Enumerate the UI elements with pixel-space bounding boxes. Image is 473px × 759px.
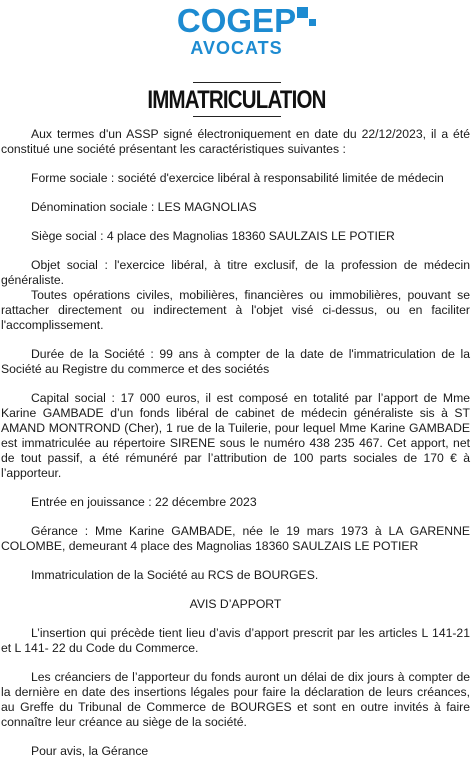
logo-wordmark bbox=[177, 4, 296, 38]
title-rule-top bbox=[193, 82, 281, 83]
document-title: IMMATRICULATION bbox=[147, 86, 326, 114]
logo-subtitle: AVOCATS bbox=[190, 38, 283, 58]
avis-apport-heading: AVIS D’APPORT bbox=[189, 597, 282, 611]
rcs-paragraph: Immatriculation de la Société au RCS de BOURGES. bbox=[31, 568, 319, 582]
jouissance-paragraph: Entrée en jouissance : 22 décembre 2023 bbox=[31, 495, 257, 509]
siege-paragraph: Siège social : 4 place des Magnolias 18360 SAULZAIS LE POTIER bbox=[31, 229, 395, 243]
capital-paragraph: Capital social : 17 000 euros, il est composé en totalité par l’apport de Mme Karine GAMBADE d’un fonds libéral de cabinet de médecin généraliste sis à ST AMAND MONTROND (Cher), 1 rue de la Tuilerie, pour lequel Mme Karine GAMBADE est immatriculée au répertoire SIRENE sous le numéro 438 235 467. Cet apport, net de tout passif, a été rémunéré par l’attribution de 100 parts sociales de 170 € à l’apporteur. bbox=[1, 391, 470, 480]
objet-paragraph: Objet social : l'exercice libéral, à titre exclusif, de la profession de médecin généraliste. bbox=[1, 258, 470, 287]
insertion-paragraph: L’insertion qui précède tient lieu d’avis d’apport prescrit par les articles L 141-21 et L 141- 22 du Code du Commerce. bbox=[1, 626, 470, 655]
logo-squares-icon bbox=[297, 7, 317, 27]
title-rule-bottom bbox=[193, 116, 281, 117]
operations-paragraph: Toutes opérations civiles, mobilières, financières ou immobilières, pouvant se rattacher directement ou indirectement à l'objet visé ci-dessus, ou en faciliter l'accomplissement. bbox=[1, 288, 470, 332]
denomination-paragraph: Dénomination sociale : LES MAGNOLIAS bbox=[31, 200, 257, 214]
forme-paragraph: Forme sociale : société d'exercice libéral à responsabilité limitée de médecin bbox=[31, 171, 444, 185]
duree-paragraph: Durée de la Société : 99 ans à compter de la date de l'immatriculation de la Société au Registre du commerce et des sociétés bbox=[1, 347, 470, 376]
gerance-paragraph: Gérance : Mme Karine GAMBADE, née le 19 mars 1973 à LA GARENNE COLOMBE, demeurant 4 place des Magnolias 18360 SAULZAIS LE POTIER bbox=[1, 524, 470, 553]
document-body bbox=[0, 127, 473, 759]
signature-line: Pour avis, la Gérance bbox=[31, 744, 149, 758]
creanciers-paragraph: Les créanciers de l’apporteur du fonds auront un délai de dix jours à compter de la dernière en date des insertions légales pour faire la déclaration de leurs créances, au Greffe du Tribunal de Commerce de BOURGES et sont en outre invités à faire connaître leur créance au siège de la société. bbox=[1, 670, 470, 729]
logo bbox=[0, 0, 473, 58]
intro-paragraph: Aux termes d'un ASSP signé électroniquement en date du 22/12/2023, il a été constitué une société présentant les caractéristiques suivantes : bbox=[1, 127, 470, 156]
logo-main-text: COGEP bbox=[176, 2, 297, 39]
